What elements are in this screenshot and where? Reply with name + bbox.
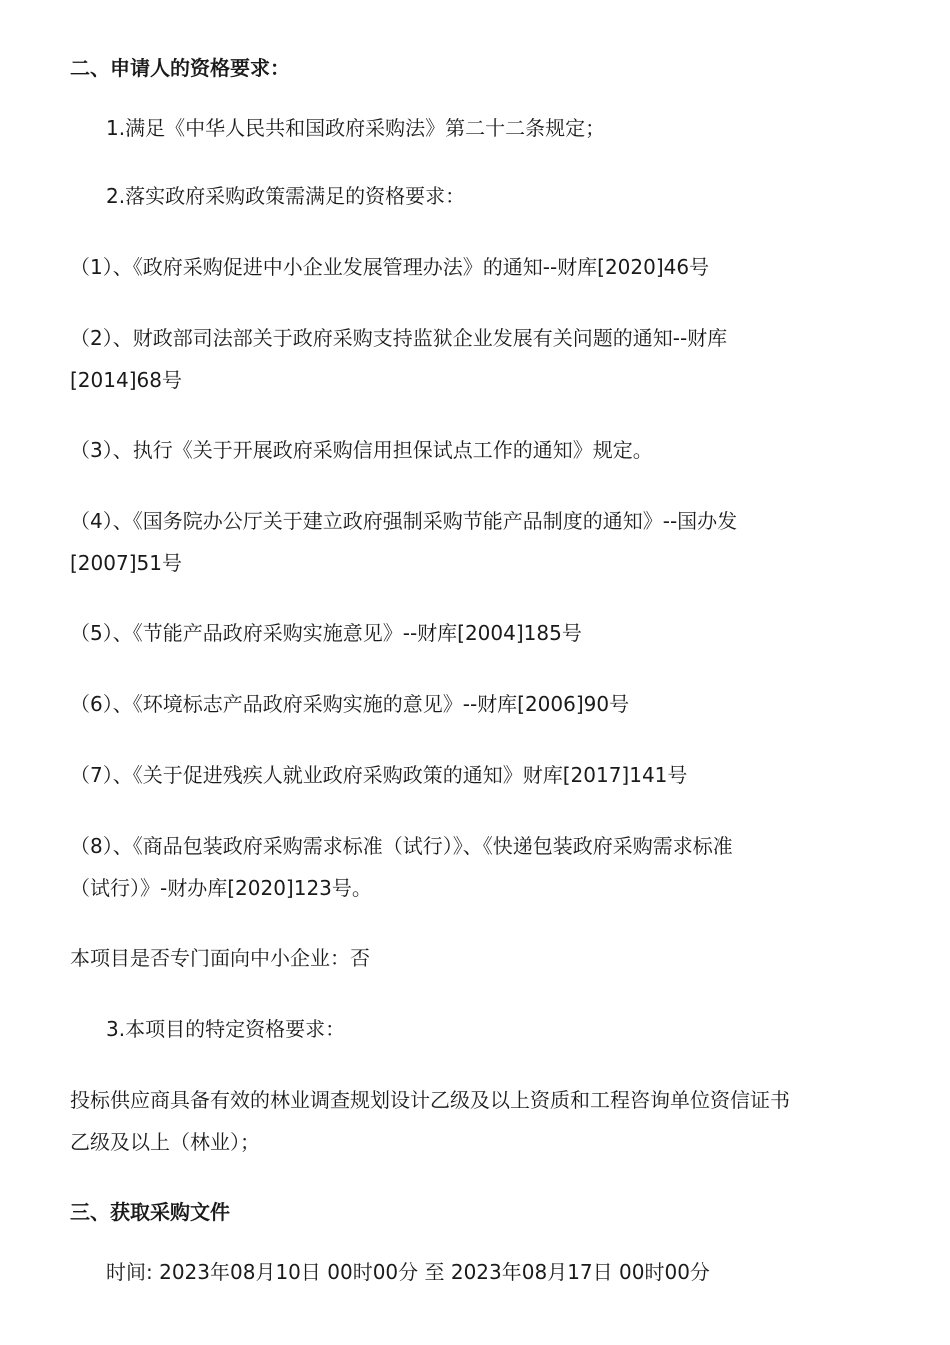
policy-item-5: （5）、《节能产品政府采购实施意见》--财库[2004]185号 xyxy=(70,621,582,645)
specific-requirement: 投标供应商具备有效的林业调查规划设计乙级及以上资质和工程咨询单位资信证书 xyxy=(70,1088,790,1112)
policy-item-2: （2）、财政部司法部关于政府采购支持监狱企业发展有关问题的通知--财库 xyxy=(70,326,728,350)
acquisition-time: 时间: 2023年08月10日 00时00分 至 2023年08月17日 00时00分 xyxy=(106,1260,710,1284)
section3-heading: 三、获取采购文件 xyxy=(70,1200,230,1224)
policy-item-1: （1）、《政府采购促进中小企业发展管理办法》的通知--财库[2020]46号 xyxy=(70,255,710,279)
policy-item-8: （8）、《商品包装政府采购需求标准（试行）》、《快递包装政府采购需求标准 xyxy=(70,834,733,858)
requirement-item-3: 3.本项目的特定资格要求： xyxy=(106,1017,346,1041)
requirement-item-1: 1.满足《中华人民共和国政府采购法》第二十二条规定； xyxy=(106,116,606,140)
sme-notice: 本项目是否专门面向中小企业：否 xyxy=(70,946,370,970)
policy-item-6: （6）、《环境标志产品政府采购实施的意见》--财库[2006]90号 xyxy=(70,692,630,716)
policy-item-3: （3）、执行《关于开展政府采购信用担保试点工作的通知》规定。 xyxy=(70,438,653,462)
policy-item-4: （4）、《国务院办公厅关于建立政府强制采购节能产品制度的通知》--国办发 xyxy=(70,509,738,533)
policy-item-4-cont: [2007]51号 xyxy=(70,551,182,575)
requirement-item-2: 2.落实政府采购政策需满足的资格要求： xyxy=(106,184,466,208)
policy-item-8-cont: （试行）》-财办库[2020]123号。 xyxy=(70,876,372,900)
section2-heading: 二、申请人的资格要求： xyxy=(70,56,290,80)
policy-item-7: （7）、《关于促进残疾人就业政府采购政策的通知》财库[2017]141号 xyxy=(70,763,688,787)
policy-item-2-cont: [2014]68号 xyxy=(70,368,182,392)
specific-requirement-cont: 乙级及以上（林业）； xyxy=(70,1130,260,1154)
